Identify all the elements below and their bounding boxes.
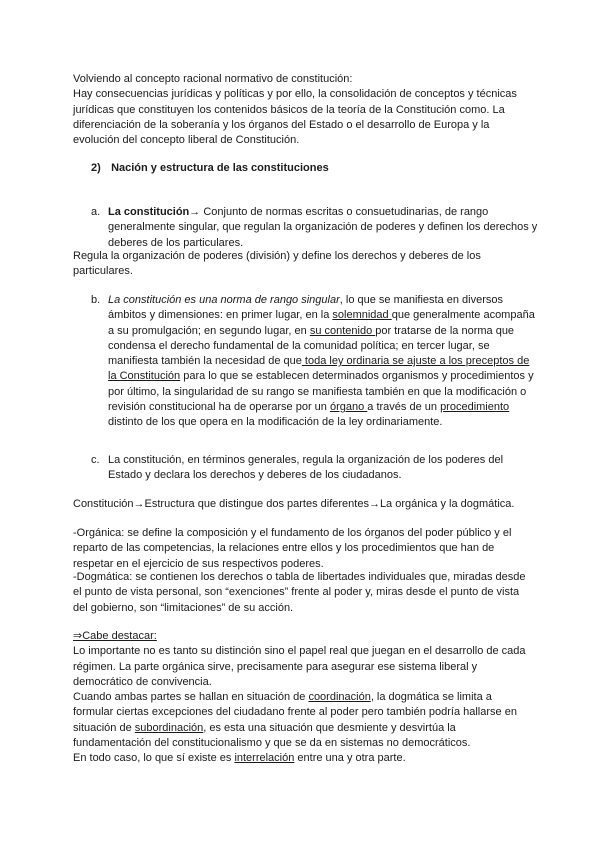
text-run: Cuando ambas partes se hallan en situación de xyxy=(73,691,309,704)
definition-text: Conjunto de normas escritas o consuetudinarias, de rango generalmente singular, que regulan la organización de poderes y definen los derechos y deberes de los particulares. xyxy=(108,206,538,249)
dogmatica-paragraph: -Dogmática: se contienen los derechos o tabla de libertades individuales que, miradas desde el punto de vista personal, son “exenciones” frente al poder y, miras desde el punto de vista del gobierno, son “limitaciones” de su acción. xyxy=(73,571,526,614)
section-title: Nación y estructura de las constituciones xyxy=(111,162,329,174)
list-item-b xyxy=(91,293,540,431)
section-heading xyxy=(91,162,531,174)
underline-contenido: su contenido xyxy=(309,324,376,337)
italic-phrase: La constitución es una norma de rango singular xyxy=(108,294,340,306)
text-run: que generalmente acompaña a su promulgación; en segundo lugar, en xyxy=(108,309,535,337)
arrow: → xyxy=(189,206,201,218)
intro-paragraph xyxy=(73,72,533,148)
underline-interrelacion: interrelación xyxy=(234,752,295,765)
list-marker: a. xyxy=(91,206,101,218)
text-run: , lo que se manifiesta en diversos ámbitos y dimensiones: en primer lugar, en la xyxy=(108,294,504,322)
text-run: entre una y otra parte. xyxy=(294,752,406,765)
underline-procedimiento: procedimiento xyxy=(440,401,510,414)
cabe-paragraph-1: Lo importante no es tanto su distinción sino el papel real que juegan en el desarrollo de cada régimen. La parte orgánica sirve, precisamente para asegurar ese sistema liberal y democrático de convivencia. xyxy=(73,645,526,688)
regula-paragraph: Regula la organización de poderes (división) y define los derechos y deberes de los particulares. xyxy=(73,250,481,278)
cabe-heading: ⇒Cabe destacar: xyxy=(73,630,157,642)
text-run: , la dogmática se limita a formular ciertas excepciones del ciudadano frente al poder pero también podría hallarse en situación de xyxy=(73,691,517,734)
text-run: por tratarse de la norma que condensa el derecho fundamental de la comunidad política; en tercer lugar, se manifiesta también la necesidad de que xyxy=(108,324,515,368)
text-run: para lo que se establecen determinados organismos y procedimientos y por último, la singularidad de su rango se manifiesta también en que la modificación o revisión constitucional ha de operarse por un xyxy=(108,370,534,414)
list-item-c xyxy=(91,453,538,484)
estructura-line: Constitución→Estructura que distingue dos partes diferentes→La orgánica y la dogmática. xyxy=(73,498,515,510)
intro-line: Volviendo al concepto racional normativo de constitución: xyxy=(73,73,353,85)
text-run: a través de un xyxy=(367,401,441,414)
underline-coordinacion: coordinación xyxy=(308,691,371,704)
intro-body: Hay consecuencias jurídicas y políticas y por ello, la consolidación de conceptos y técnicas jurídicas que constituyen los contenidos básicos de la teoría de la Constitución como. La diferenciación de la soberanía y los órganos del Estado o el desarrollo de Europa y la evolución del concepto liberal de Constitución. xyxy=(73,88,517,147)
list-item-a xyxy=(91,205,538,251)
item-c-text: La constitución, en términos generales, regula la organización de los poderes del Estado y declara los derechos y deberes de los ciudadanos. xyxy=(108,454,504,482)
underline-ley-ordinaria: toda ley ordinaria se ajuste a los preceptos de la Constitución xyxy=(108,355,530,383)
term-constitucion: La constitución xyxy=(108,206,190,218)
cabe-destacar-section xyxy=(73,629,533,767)
section-number: 2) xyxy=(91,162,101,174)
list-marker: b. xyxy=(91,294,101,306)
underline-solemnidad: solemnidad xyxy=(332,309,392,322)
text-run: distinto de los que opera en la modificación de la ley ordinariamente. xyxy=(108,416,443,429)
underline-organo: órgano xyxy=(329,401,368,414)
list-marker: c. xyxy=(91,454,100,466)
text-run: , es esta una situación que desmiente y desvirtúa la fundamentación del constitucionalismo y que se da en sistemas no democráticos. xyxy=(73,721,471,750)
underline-subordinacion: subordinación xyxy=(134,721,204,734)
text-run: En todo caso, lo que sí existe es xyxy=(73,752,235,765)
organica-paragraph: -Orgánica: se define la composición y el fundamento de los órganos del poder público y el reparto de las competencias, la relaciones entre ellos y los procedimientos que han de respetar en el ejercicio de sus respectivos poderes. xyxy=(73,527,512,570)
